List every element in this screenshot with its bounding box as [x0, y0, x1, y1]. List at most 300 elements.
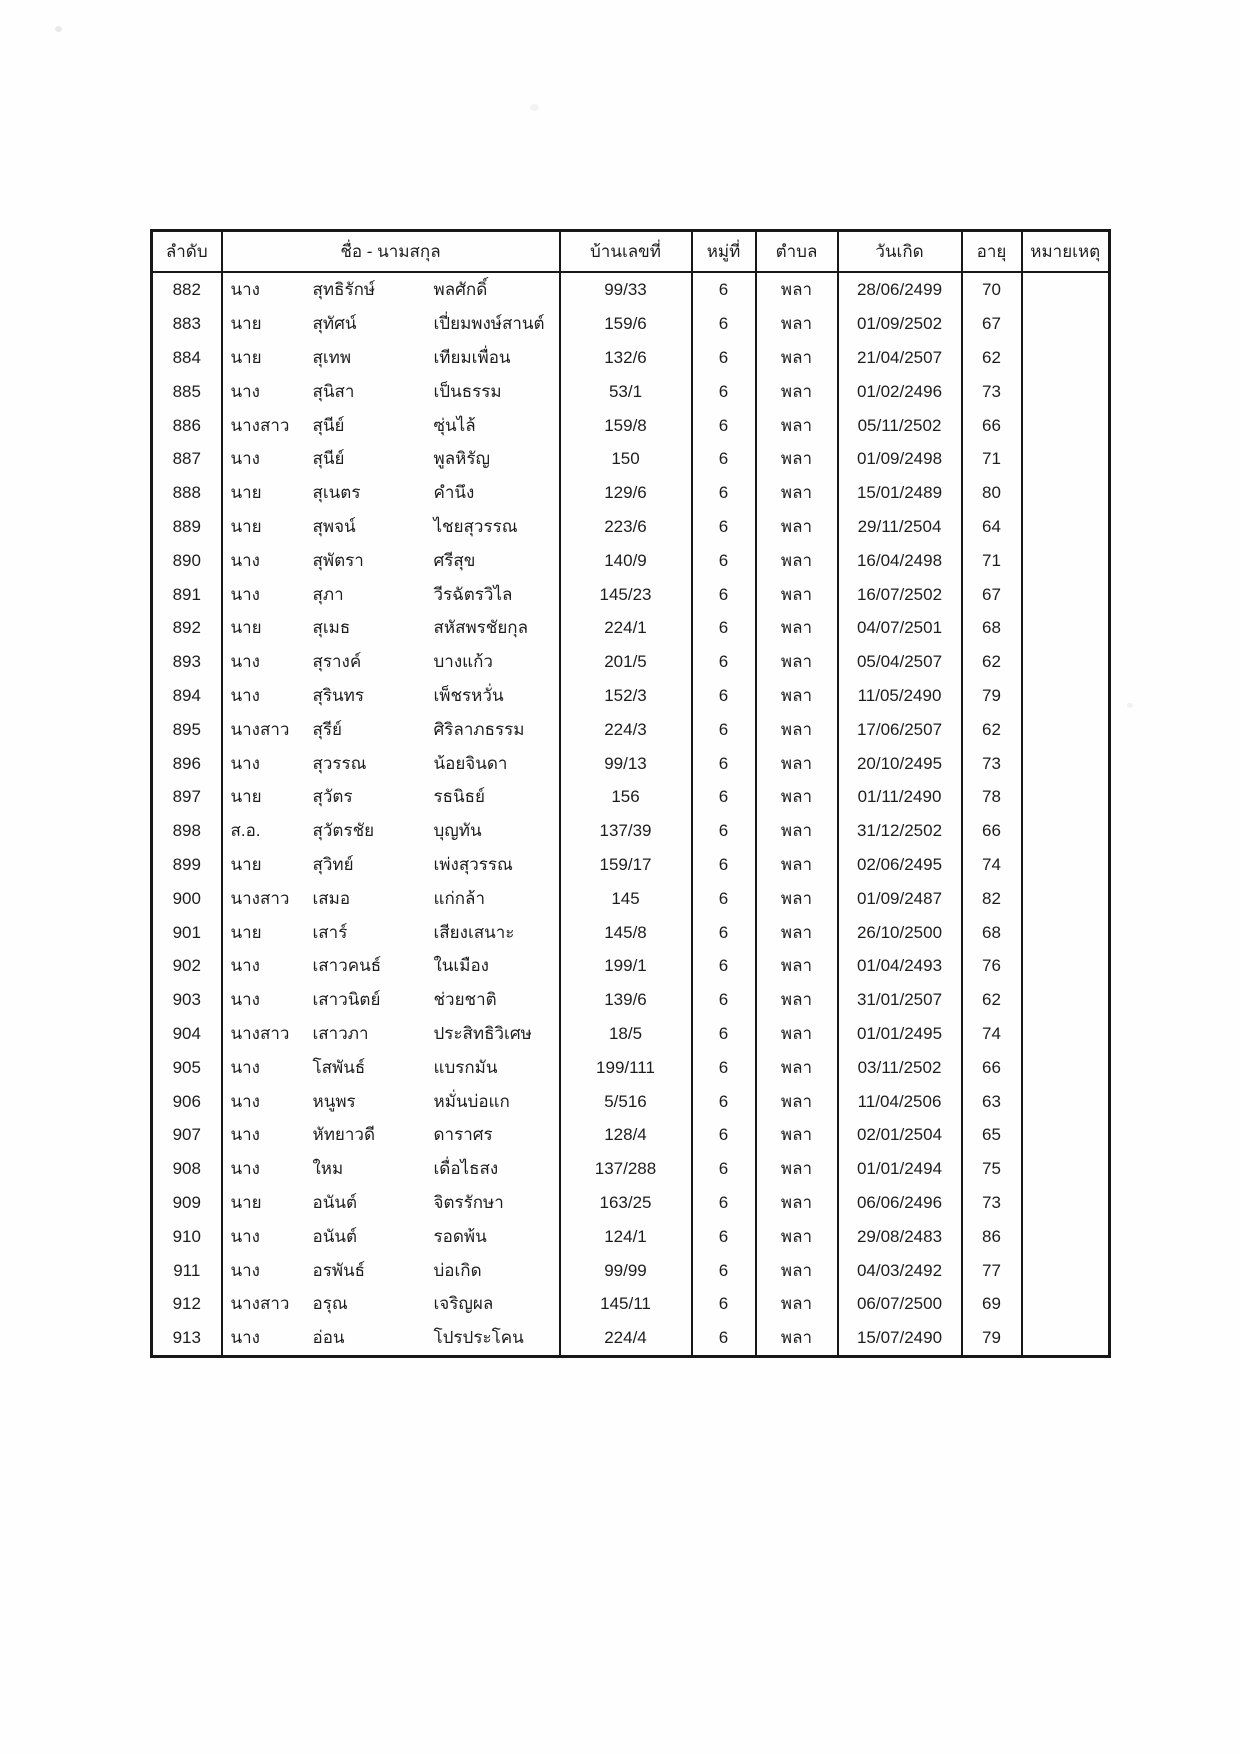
- cell-moo: 6: [692, 712, 756, 746]
- cell-birth-date: 04/07/2501: [838, 611, 962, 645]
- table-row: [152, 272, 1110, 307]
- cell-index: 887: [152, 442, 222, 476]
- cell-first-name: สุนีย์: [312, 449, 345, 469]
- cell-remark: [1022, 1219, 1110, 1253]
- cell-tambon: พลา: [756, 272, 838, 307]
- table-row: [152, 1219, 1110, 1253]
- cell-tambon: พลา: [756, 814, 838, 848]
- cell-first-name: หัทยาวดี: [312, 1125, 376, 1145]
- cell-tambon: พลา: [756, 476, 838, 510]
- cell-age: 67: [962, 307, 1022, 341]
- cell-moo: 6: [692, 746, 756, 780]
- cell-index: 901: [152, 915, 222, 949]
- cell-tambon: พลา: [756, 1050, 838, 1084]
- cell-title: นาย: [230, 787, 262, 807]
- header-tambon: ตำบล: [756, 231, 838, 273]
- cell-moo: 6: [692, 881, 756, 915]
- cell-name: [222, 645, 560, 679]
- cell-tambon: พลา: [756, 679, 838, 713]
- cell-title: นางสาว: [230, 415, 290, 435]
- scan-artifact: [530, 104, 539, 111]
- cell-first-name: สุเทพ: [312, 347, 352, 367]
- table-row: [152, 1084, 1110, 1118]
- cell-first-name: สุวัตรชัย: [312, 821, 375, 841]
- cell-house-no: 224/1: [560, 611, 692, 645]
- cell-last-name: หมั่นบ่อแก: [433, 1091, 510, 1111]
- cell-index: 896: [152, 746, 222, 780]
- cell-name: [222, 341, 560, 375]
- cell-remark: [1022, 915, 1110, 949]
- cell-remark: [1022, 780, 1110, 814]
- cell-title: นาย: [230, 516, 262, 536]
- cell-tambon: พลา: [756, 746, 838, 780]
- cell-first-name: สุพจน์: [312, 516, 356, 536]
- table-row: [152, 408, 1110, 442]
- cell-age: 75: [962, 1152, 1022, 1186]
- cell-index: 895: [152, 712, 222, 746]
- cell-house-no: 156: [560, 780, 692, 814]
- cell-first-name: สุรีย์: [312, 719, 342, 739]
- cell-last-name: เพ่งสุวรรณ: [433, 854, 513, 874]
- cell-last-name: บ่อเกิด: [433, 1260, 482, 1280]
- cell-index: 903: [152, 983, 222, 1017]
- cell-name: [222, 949, 560, 983]
- cell-index: 893: [152, 645, 222, 679]
- cell-last-name: ดาราศร: [433, 1125, 493, 1145]
- cell-age: 71: [962, 442, 1022, 476]
- cell-first-name: สุวรรณ: [312, 753, 367, 773]
- cell-title: นาง: [230, 550, 260, 570]
- cell-remark: [1022, 746, 1110, 780]
- cell-remark: [1022, 1152, 1110, 1186]
- cell-house-no: 137/39: [560, 814, 692, 848]
- cell-tambon: พลา: [756, 341, 838, 375]
- header-moo: หมู่ที่: [692, 231, 756, 273]
- cell-name: [222, 1321, 560, 1356]
- cell-last-name: พลศักดิ์: [433, 280, 488, 300]
- cell-index: 907: [152, 1118, 222, 1152]
- cell-name: [222, 712, 560, 746]
- cell-tambon: พลา: [756, 577, 838, 611]
- cell-tambon: พลา: [756, 645, 838, 679]
- cell-tambon: พลา: [756, 510, 838, 544]
- table-row: [152, 543, 1110, 577]
- cell-first-name: สุวัตร: [312, 787, 353, 807]
- cell-birth-date: 01/09/2487: [838, 881, 962, 915]
- cell-age: 64: [962, 510, 1022, 544]
- cell-house-no: 18/5: [560, 1017, 692, 1051]
- header-index: ลำดับ: [152, 231, 222, 273]
- cell-birth-date: 29/08/2483: [838, 1219, 962, 1253]
- cell-age: 65: [962, 1118, 1022, 1152]
- cell-first-name: สุนีย์: [312, 415, 345, 435]
- cell-birth-date: 01/11/2490: [838, 780, 962, 814]
- cell-birth-date: 01/01/2494: [838, 1152, 962, 1186]
- cell-name: [222, 543, 560, 577]
- cell-name: [222, 510, 560, 544]
- cell-age: 79: [962, 1321, 1022, 1356]
- cell-title: นาง: [230, 685, 260, 705]
- cell-birth-date: 03/11/2502: [838, 1050, 962, 1084]
- cell-remark: [1022, 543, 1110, 577]
- table-row: [152, 949, 1110, 983]
- cell-name: [222, 679, 560, 713]
- cell-first-name: โสพันธ์: [312, 1057, 366, 1077]
- cell-title: นาย: [230, 347, 262, 367]
- cell-tambon: พลา: [756, 307, 838, 341]
- cell-house-no: 145: [560, 881, 692, 915]
- cell-name: [222, 476, 560, 510]
- cell-house-no: 159/6: [560, 307, 692, 341]
- table-row: [152, 442, 1110, 476]
- cell-moo: 6: [692, 780, 756, 814]
- cell-house-no: 139/6: [560, 983, 692, 1017]
- cell-house-no: 132/6: [560, 341, 692, 375]
- cell-name: [222, 1152, 560, 1186]
- cell-tambon: พลา: [756, 442, 838, 476]
- cell-moo: 6: [692, 1219, 756, 1253]
- cell-birth-date: 21/04/2507: [838, 341, 962, 375]
- cell-birth-date: 31/01/2507: [838, 983, 962, 1017]
- cell-house-no: 150: [560, 442, 692, 476]
- cell-tambon: พลา: [756, 881, 838, 915]
- cell-moo: 6: [692, 1321, 756, 1356]
- cell-birth-date: 04/03/2492: [838, 1253, 962, 1287]
- cell-last-name: เปี่ยมพงษ์สานต์: [433, 314, 545, 334]
- cell-remark: [1022, 1186, 1110, 1220]
- cell-last-name: เดื่อไธสง: [433, 1159, 499, 1179]
- cell-first-name: หนูพร: [312, 1091, 356, 1111]
- table-row: [152, 374, 1110, 408]
- cell-name: [222, 1186, 560, 1220]
- cell-last-name: ศรีสุข: [433, 550, 476, 570]
- cell-birth-date: 15/01/2489: [838, 476, 962, 510]
- cell-moo: 6: [692, 374, 756, 408]
- cell-last-name: พูลหิรัญ: [433, 449, 490, 469]
- cell-title: นางสาว: [230, 719, 290, 739]
- cell-title: นาง: [230, 381, 260, 401]
- cell-first-name: เสาร์: [312, 922, 348, 942]
- table-row: [152, 848, 1110, 882]
- cell-tambon: พลา: [756, 1253, 838, 1287]
- cell-name: [222, 881, 560, 915]
- cell-index: 904: [152, 1017, 222, 1051]
- cell-title: นาง: [230, 1328, 260, 1348]
- cell-moo: 6: [692, 510, 756, 544]
- cell-index: 883: [152, 307, 222, 341]
- cell-tambon: พลา: [756, 1186, 838, 1220]
- cell-last-name: เสียงเสนาะ: [433, 922, 515, 942]
- cell-index: 902: [152, 949, 222, 983]
- cell-index: 911: [152, 1253, 222, 1287]
- cell-last-name: น้อยจินดา: [433, 753, 508, 773]
- cell-last-name: วีรฉัตรวิไล: [433, 584, 513, 604]
- cell-birth-date: 01/04/2493: [838, 949, 962, 983]
- cell-index: 885: [152, 374, 222, 408]
- cell-age: 77: [962, 1253, 1022, 1287]
- cell-name: [222, 408, 560, 442]
- cell-birth-date: 16/07/2502: [838, 577, 962, 611]
- cell-remark: [1022, 1287, 1110, 1321]
- cell-birth-date: 16/04/2498: [838, 543, 962, 577]
- cell-title: นาง: [230, 1125, 260, 1145]
- cell-birth-date: 01/01/2495: [838, 1017, 962, 1051]
- scan-artifact: [1127, 703, 1133, 708]
- cell-moo: 6: [692, 341, 756, 375]
- cell-age: 71: [962, 543, 1022, 577]
- cell-tambon: พลา: [756, 712, 838, 746]
- cell-house-no: 99/99: [560, 1253, 692, 1287]
- cell-index: 882: [152, 272, 222, 307]
- cell-first-name: สุเมธ: [312, 618, 351, 638]
- cell-first-name: สุเนตร: [312, 483, 361, 503]
- cell-moo: 6: [692, 1017, 756, 1051]
- cell-tambon: พลา: [756, 1287, 838, 1321]
- cell-birth-date: 11/04/2506: [838, 1084, 962, 1118]
- cell-house-no: 159/17: [560, 848, 692, 882]
- cell-last-name: ในเมือง: [433, 956, 489, 976]
- cell-first-name: อรพันธ์: [312, 1260, 366, 1280]
- cell-tambon: พลา: [756, 543, 838, 577]
- cell-moo: 6: [692, 442, 756, 476]
- cell-house-no: 159/8: [560, 408, 692, 442]
- table-row: [152, 780, 1110, 814]
- cell-title: นาง: [230, 1226, 260, 1246]
- cell-age: 66: [962, 814, 1022, 848]
- cell-name: [222, 1219, 560, 1253]
- cell-age: 70: [962, 272, 1022, 307]
- cell-birth-date: 28/06/2499: [838, 272, 962, 307]
- cell-house-no: 145/8: [560, 915, 692, 949]
- cell-house-no: 224/4: [560, 1321, 692, 1356]
- cell-remark: [1022, 1084, 1110, 1118]
- cell-age: 66: [962, 1050, 1022, 1084]
- cell-name: [222, 814, 560, 848]
- cell-index: 910: [152, 1219, 222, 1253]
- roster-table-container: [150, 229, 1108, 1358]
- cell-house-no: 224/3: [560, 712, 692, 746]
- cell-first-name: สุทธิรักษ์: [312, 280, 376, 300]
- cell-index: 912: [152, 1287, 222, 1321]
- cell-remark: [1022, 712, 1110, 746]
- table-row: [152, 1253, 1110, 1287]
- cell-name: [222, 442, 560, 476]
- cell-title: นาย: [230, 483, 262, 503]
- cell-first-name: อ่อน: [312, 1328, 345, 1348]
- table-row: [152, 1152, 1110, 1186]
- table-row: [152, 746, 1110, 780]
- cell-moo: 6: [692, 915, 756, 949]
- cell-remark: [1022, 881, 1110, 915]
- cell-last-name: สหัสพรชัยกุล: [433, 618, 529, 638]
- header-age: อายุ: [962, 231, 1022, 273]
- cell-remark: [1022, 611, 1110, 645]
- cell-last-name: ประสิทธิวิเศษ: [433, 1023, 532, 1043]
- cell-house-no: 140/9: [560, 543, 692, 577]
- cell-moo: 6: [692, 1186, 756, 1220]
- cell-age: 73: [962, 1186, 1022, 1220]
- cell-last-name: ไชยสุวรรณ: [433, 516, 518, 536]
- cell-moo: 6: [692, 1050, 756, 1084]
- cell-last-name: เพ็ชรหวั่น: [433, 685, 504, 705]
- table-row: [152, 679, 1110, 713]
- table-row: [152, 510, 1110, 544]
- cell-moo: 6: [692, 1118, 756, 1152]
- cell-moo: 6: [692, 645, 756, 679]
- cell-first-name: สุนิสา: [312, 381, 355, 401]
- cell-title: นาง: [230, 1260, 260, 1280]
- cell-birth-date: 02/01/2504: [838, 1118, 962, 1152]
- cell-last-name: คำนึง: [433, 483, 475, 503]
- cell-birth-date: 05/04/2507: [838, 645, 962, 679]
- cell-age: 63: [962, 1084, 1022, 1118]
- cell-last-name: จิตรรักษา: [433, 1192, 504, 1212]
- cell-last-name: เป็นธรรม: [433, 381, 502, 401]
- cell-house-no: 223/6: [560, 510, 692, 544]
- cell-birth-date: 15/07/2490: [838, 1321, 962, 1356]
- table-row: [152, 1050, 1110, 1084]
- cell-moo: 6: [692, 814, 756, 848]
- cell-first-name: สุวิทย์: [312, 854, 354, 874]
- cell-first-name: สุทัศน์: [312, 314, 357, 334]
- cell-title: นางสาว: [230, 888, 290, 908]
- cell-house-no: 152/3: [560, 679, 692, 713]
- table-row: [152, 1118, 1110, 1152]
- cell-moo: 6: [692, 577, 756, 611]
- header-remark: หมายเหตุ: [1022, 231, 1110, 273]
- cell-moo: 6: [692, 1287, 756, 1321]
- cell-tambon: พลา: [756, 949, 838, 983]
- cell-name: [222, 577, 560, 611]
- cell-tambon: พลา: [756, 1118, 838, 1152]
- cell-title: นาย: [230, 314, 262, 334]
- cell-age: 73: [962, 374, 1022, 408]
- cell-title: นาย: [230, 854, 262, 874]
- table-row: [152, 577, 1110, 611]
- cell-first-name: สุพัตรา: [312, 550, 364, 570]
- cell-house-no: 129/6: [560, 476, 692, 510]
- cell-index: 906: [152, 1084, 222, 1118]
- cell-remark: [1022, 1017, 1110, 1051]
- cell-title: นาง: [230, 449, 260, 469]
- cell-age: 62: [962, 341, 1022, 375]
- cell-index: 888: [152, 476, 222, 510]
- cell-age: 68: [962, 915, 1022, 949]
- table-row: [152, 814, 1110, 848]
- cell-tambon: พลา: [756, 374, 838, 408]
- cell-remark: [1022, 848, 1110, 882]
- cell-moo: 6: [692, 611, 756, 645]
- cell-title: นาง: [230, 1159, 260, 1179]
- cell-tambon: พลา: [756, 1321, 838, 1356]
- table-header-row: [152, 231, 1110, 273]
- cell-index: 890: [152, 543, 222, 577]
- cell-name: [222, 1017, 560, 1051]
- cell-remark: [1022, 949, 1110, 983]
- cell-age: 69: [962, 1287, 1022, 1321]
- cell-first-name: อรุณ: [312, 1294, 348, 1314]
- cell-index: 889: [152, 510, 222, 544]
- table-row: [152, 712, 1110, 746]
- table-row: [152, 983, 1110, 1017]
- cell-tambon: พลา: [756, 1017, 838, 1051]
- header-birth-date: วันเกิด: [838, 231, 962, 273]
- cell-remark: [1022, 983, 1110, 1017]
- cell-name: [222, 1050, 560, 1084]
- cell-title: นาง: [230, 280, 260, 300]
- cell-index: 884: [152, 341, 222, 375]
- table-row: [152, 611, 1110, 645]
- cell-tambon: พลา: [756, 1219, 838, 1253]
- cell-last-name: แก่กล้า: [433, 888, 486, 908]
- cell-remark: [1022, 1321, 1110, 1356]
- cell-last-name: บางแก้ว: [433, 652, 493, 672]
- cell-age: 78: [962, 780, 1022, 814]
- cell-house-no: 199/111: [560, 1050, 692, 1084]
- cell-title: นางสาว: [230, 1294, 290, 1314]
- cell-last-name: ช่วยชาติ: [433, 990, 497, 1010]
- cell-last-name: รธนิธย์: [433, 787, 485, 807]
- cell-age: 79: [962, 679, 1022, 713]
- header-name: ชื่อ - นามสกุล: [222, 231, 560, 273]
- cell-first-name: เสมอ: [312, 888, 351, 908]
- cell-house-no: 128/4: [560, 1118, 692, 1152]
- cell-age: 73: [962, 746, 1022, 780]
- cell-name: [222, 1084, 560, 1118]
- cell-title: นาง: [230, 1091, 260, 1111]
- cell-birth-date: 01/09/2502: [838, 307, 962, 341]
- cell-house-no: 124/1: [560, 1219, 692, 1253]
- cell-age: 80: [962, 476, 1022, 510]
- cell-birth-date: 29/11/2504: [838, 510, 962, 544]
- cell-name: [222, 611, 560, 645]
- cell-birth-date: 17/06/2507: [838, 712, 962, 746]
- roster-table: [150, 229, 1111, 1358]
- cell-age: 86: [962, 1219, 1022, 1253]
- table-row: [152, 881, 1110, 915]
- cell-remark: [1022, 510, 1110, 544]
- cell-name: [222, 983, 560, 1017]
- cell-index: 913: [152, 1321, 222, 1356]
- cell-tambon: พลา: [756, 1084, 838, 1118]
- cell-index: 897: [152, 780, 222, 814]
- cell-tambon: พลา: [756, 848, 838, 882]
- table-row: [152, 1287, 1110, 1321]
- cell-birth-date: 01/09/2498: [838, 442, 962, 476]
- cell-title: นาง: [230, 652, 260, 672]
- cell-age: 62: [962, 645, 1022, 679]
- cell-tambon: พลา: [756, 408, 838, 442]
- cell-age: 62: [962, 983, 1022, 1017]
- cell-first-name: สุรางค์: [312, 652, 362, 672]
- cell-index: 894: [152, 679, 222, 713]
- cell-remark: [1022, 476, 1110, 510]
- cell-house-no: 201/5: [560, 645, 692, 679]
- cell-last-name: เจริญผล: [433, 1294, 494, 1314]
- cell-first-name: เสาวคนธ์: [312, 956, 382, 976]
- cell-index: 909: [152, 1186, 222, 1220]
- cell-house-no: 5/516: [560, 1084, 692, 1118]
- cell-house-no: 99/13: [560, 746, 692, 780]
- cell-house-no: 145/23: [560, 577, 692, 611]
- cell-remark: [1022, 679, 1110, 713]
- cell-house-no: 99/33: [560, 272, 692, 307]
- cell-index: 898: [152, 814, 222, 848]
- cell-birth-date: 06/07/2500: [838, 1287, 962, 1321]
- cell-tambon: พลา: [756, 780, 838, 814]
- table-row: [152, 915, 1110, 949]
- cell-index: 900: [152, 881, 222, 915]
